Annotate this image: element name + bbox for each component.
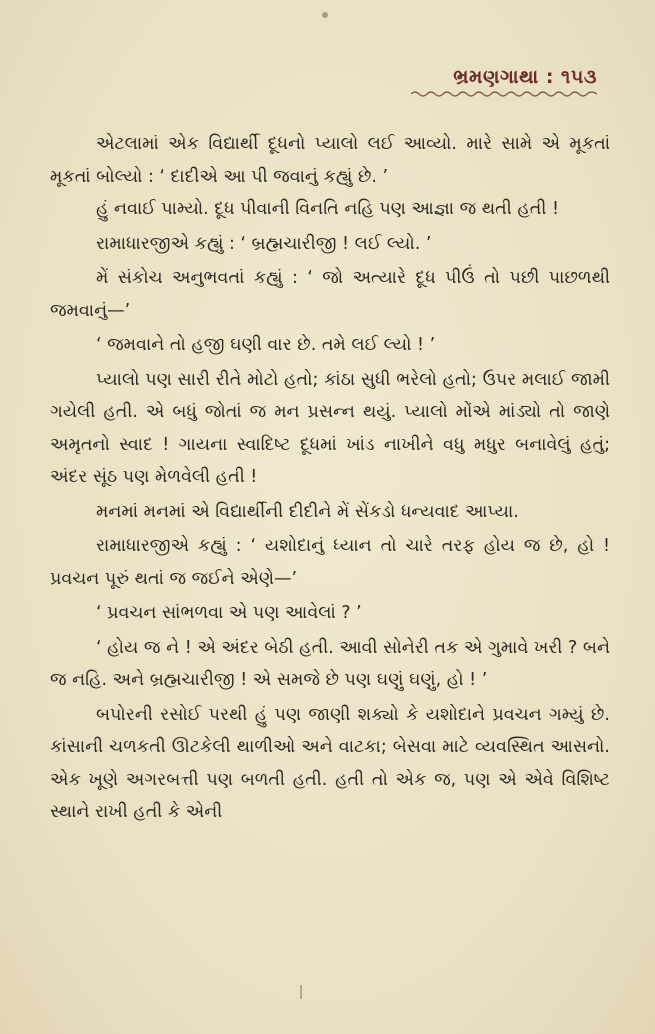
paragraph: રામાધારજીએ કહ્યું : ‘ યશોદાનું ધ્યાન તો ચારે તરફ હોય જ છે, હો ! પ્રવચન પૂરું થતાં જ જઈને એણે—’	[50, 536, 610, 589]
paragraph: હું નવાઈ પામ્યો. દૂધ પીવાની વિનતિ નહિ પણ આજ્ઞા જ થતી હતી !	[96, 199, 559, 219]
paragraph: ‘ હોય જ ને ! એ અંદર બેઠી હતી. આવી સોનેરી તક એ ગુમાવે ખરી ? બને જ નહિ. અને બ્રહ્મચારીજી ! એ સમજે છે પણ ઘણું ઘણું, હો ! ’	[50, 637, 610, 690]
paragraph: ‘ જમવાને તો હજી ઘણી વાર છે. તમે લઈ લ્યો ! ’	[96, 335, 436, 355]
page-bottom-mark	[300, 985, 302, 999]
running-head	[411, 66, 597, 98]
paragraph: ‘ પ્રવચન સાંભળવા એ પણ આવેલાં ? ’	[96, 603, 362, 623]
paragraph: પ્યાલો પણ સારી રીતે મોટો હતો; કાંઠા સુધી ભરેલો હતો; ઉપર મલાઈ જામી ગયેલી હતી. એ બધું જોતાં જ મન પ્રસન્ન થયું. પ્યાલો મોંએ માંડ્યો તો જાણે અમૃતનો સ્વાદ ! ગાયના સ્વાદિષ્ટ દૂધમાં ખાંડ નાખીને વધુ મધુર બનાવેલું હતું; અંદર સૂંઠ પણ મેળવેલી હતી !	[50, 369, 610, 487]
paragraph: એટલામાં એક વિદ્યાર્થી દૂધનો પ્યાલો લઈ આવ્યો. મારે સામે એ મૂકતાં મૂકતાં બોલ્યો : ‘ દાદીએ આ પી જવાનું કહ્યું છે. ’	[50, 134, 610, 187]
paragraph: બપોરની રસોઈ પરથી હું પણ જાણી શક્યો કે યશોદાને પ્રવચન ગમ્યું છે. કાંસાની ચળકતી ઊટકેલી થાળીઓ અને વાટકા; બેસવા માટે વ્યવસ્થિત આસનો. એક ખૂણે અગરબત્તી પણ બળતી હતી. હતી તો એક જ, પણ એ એવે વિશિષ્ટ સ્થાને રાખી હતી કે એની	[50, 704, 610, 822]
paragraph: મેં સંકોચ અનુભવતાં કહ્યું : ‘ જો અત્યારે દૂધ પીઉં તો પછી પાછળથી જમવાનું—’	[50, 268, 610, 321]
running-head-underline	[411, 90, 597, 98]
page-body	[50, 128, 610, 829]
running-head-title: ભ્રમણગાથા : ૧૫૩	[453, 66, 597, 88]
paragraph: રામાધારજીએ કહ્યું : ‘ બ્રહ્મચારીજી ! લઈ લ્યો. ’	[96, 233, 432, 254]
page-top-dot	[322, 12, 328, 18]
paragraph: મનમાં મનમાં એ વિદ્યાર્થીની દીદીને મેં સેંકડો ધન્યવાદ આપ્યા.	[96, 501, 519, 522]
